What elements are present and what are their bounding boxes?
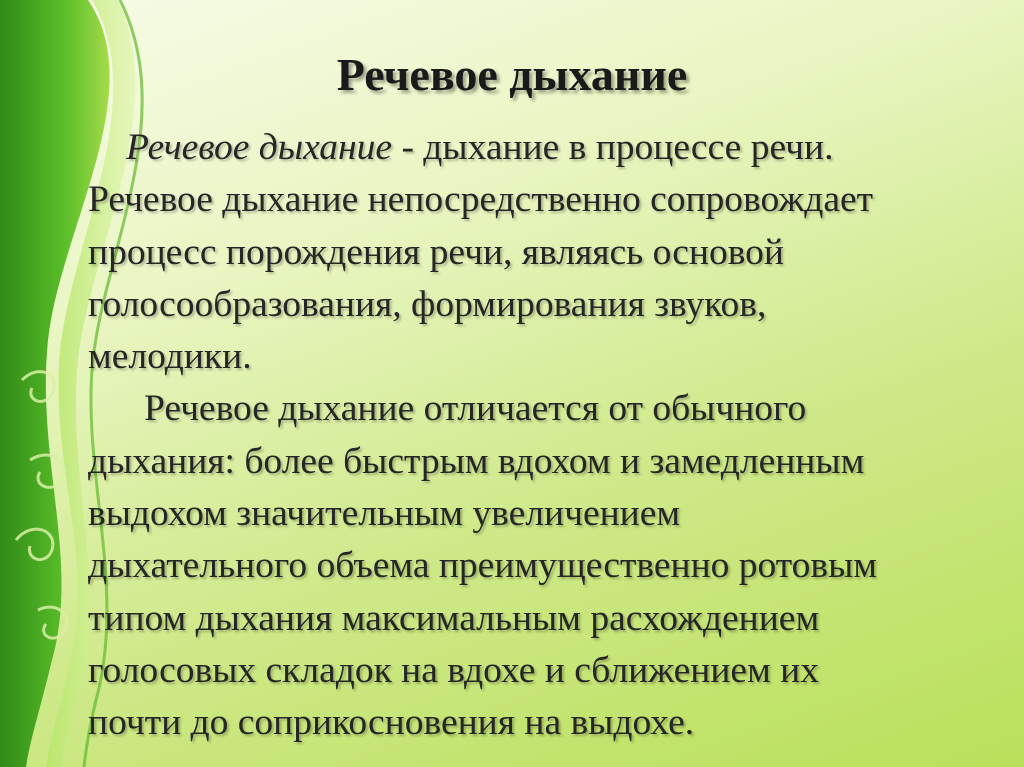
slide-body [88,122,1008,750]
text-line: дыхательного объема преимущественно ротовым [88,545,878,587]
definition-line [88,122,1008,174]
paragraph2-first-line: Речевое дыхание отличается от обычного [144,388,807,430]
text-line: типом дыхания максимальным расхождением [88,597,820,639]
slide-title: Речевое дыхание [336,49,688,100]
text-line: процесс порождения речи, являясь основой [88,231,785,273]
definition-text: - дыхание в процессе речи. [392,127,834,168]
text-line: Речевое дыхание непосредственно сопровождает [88,179,873,221]
text-line: голосообразования, формирования звуков, [88,283,767,325]
text-line: дыхания: более быстрым вдохом и замедленным [88,440,865,482]
text-line: выдохом значительным увеличением [88,493,681,535]
term-italic: Речевое дыхание [126,127,393,168]
text-line: мелодики. [88,336,252,378]
text-line: голосовых складок на вдохе и сближением их [88,649,819,691]
text-line: почти до соприкосновения на выдохе. [88,702,695,744]
text-line [88,383,1008,435]
